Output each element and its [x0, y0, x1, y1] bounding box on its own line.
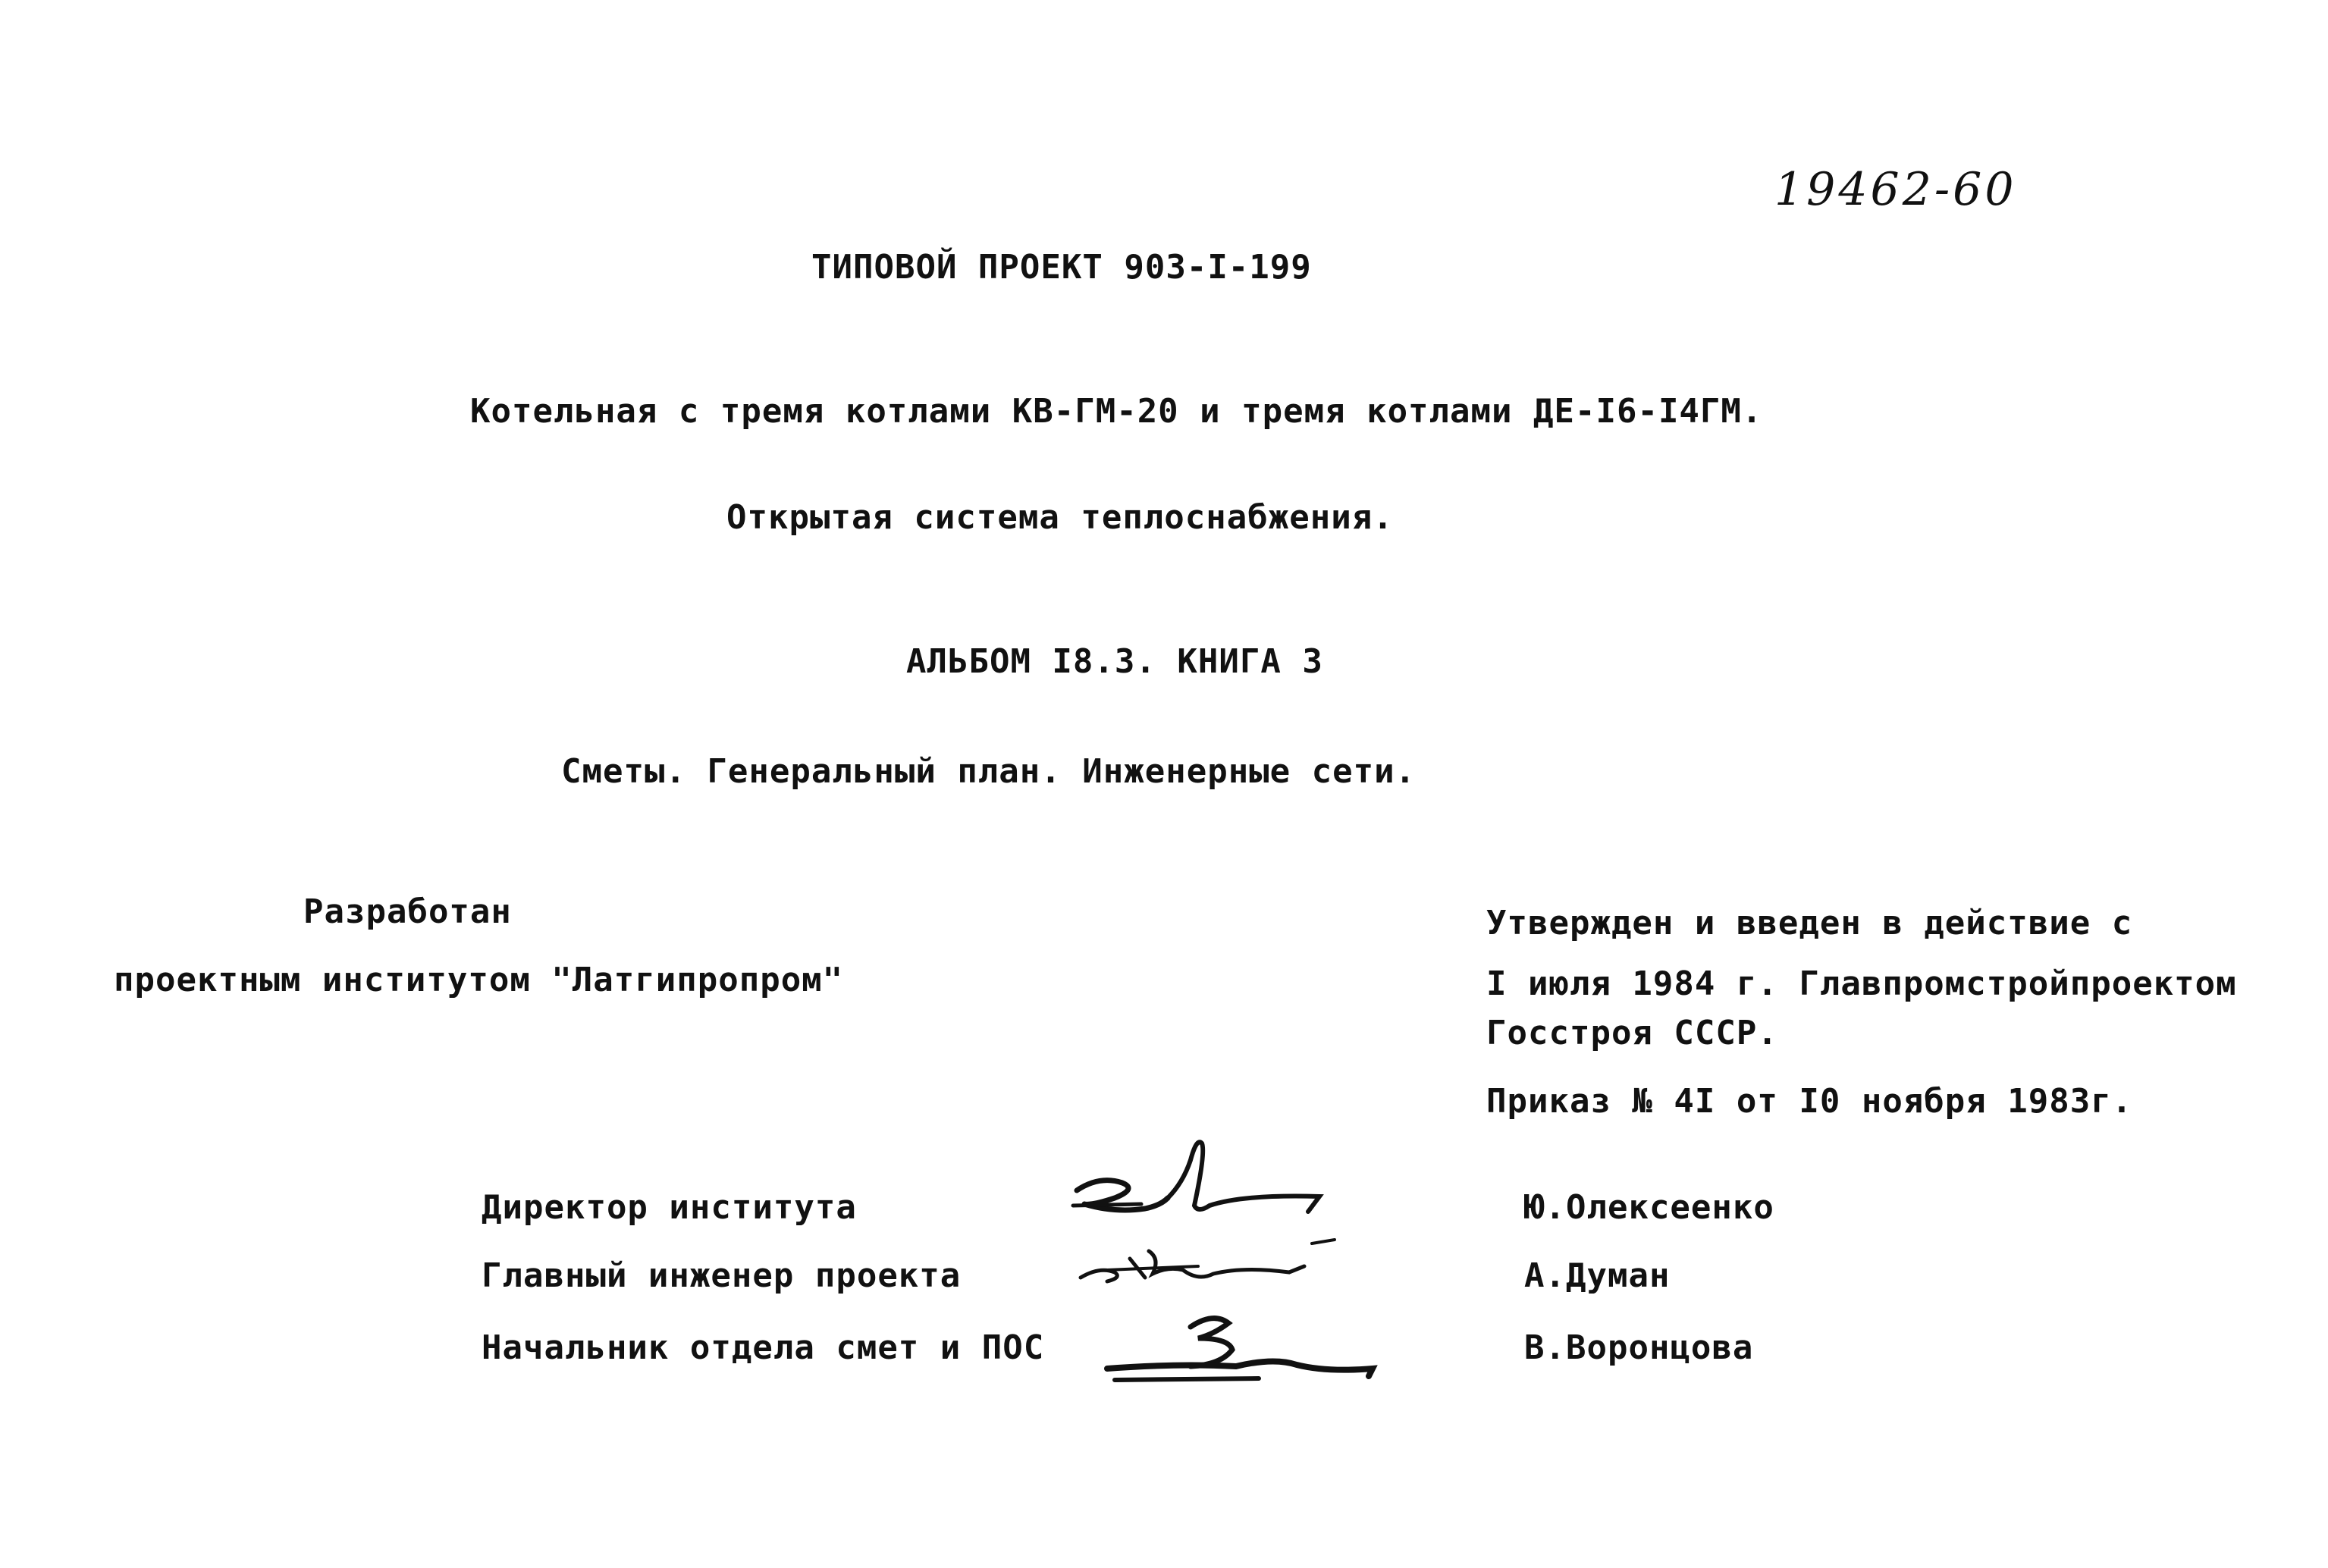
- developed-label: Разработан: [303, 892, 512, 931]
- project-heading: ТИПОВОЙ ПРОЕКТ 903-I-199: [811, 248, 1312, 287]
- document-title: Котельная с тремя котлами КВ-ГМ-20 и тремя котлами ДЕ-I6-I4ГМ.: [470, 392, 1763, 431]
- signatory-position: Главный инженер проекта: [482, 1256, 962, 1295]
- album-heading: АЛЬБОМ I8.3. КНИГА 3: [906, 642, 1323, 681]
- approved-line-3: Госстроя СССР.: [1486, 1014, 1778, 1052]
- signatory-name: В.Воронцова: [1524, 1328, 1754, 1367]
- archive-number: 19462-60: [1774, 163, 2017, 216]
- signatory-position: Директор института: [482, 1188, 857, 1227]
- developed-institute: проектным институтом "Латгипропром": [114, 961, 844, 999]
- approved-line-2: I июля 1984 г. Главпромстройпроектом: [1486, 964, 2237, 1003]
- signatory-position: Начальник отдела смет и ПОС: [482, 1328, 1045, 1367]
- approved-line-1: Утвержден и введен в действие с: [1486, 904, 2133, 942]
- approval-order: Приказ № 4I от I0 ноября 1983г.: [1486, 1082, 2133, 1121]
- system-subtitle: Открытая система теплоснабжения.: [726, 498, 1394, 537]
- signature-chief-engineer: [1077, 1236, 1350, 1297]
- signatory-name: Ю.Олексеенко: [1524, 1188, 1774, 1227]
- signature-estimates-head: [1100, 1304, 1388, 1395]
- signatory-name: А.Думан: [1524, 1256, 1671, 1295]
- contents-line: Сметы. Генеральный план. Инженерные сети.: [561, 752, 1417, 791]
- signature-director: [1069, 1130, 1327, 1228]
